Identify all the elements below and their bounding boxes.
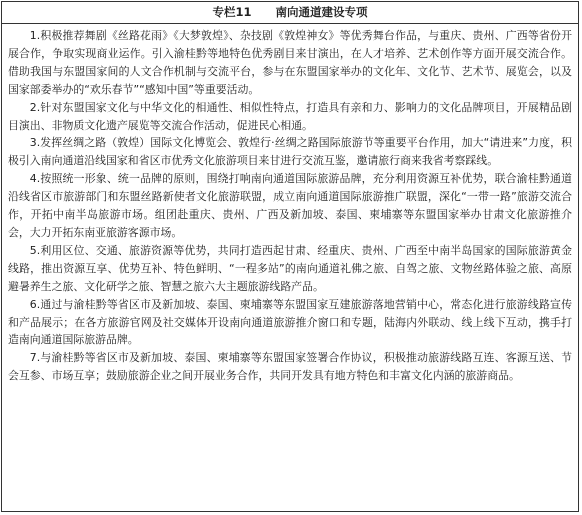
list-item: 4.按照统一形象、统一品牌的原则，围绕打响南向通道国际旅游品牌，充分利用资源互补优势，联合渝桂黔通道沿线省区市旅游部门和东盟丝路新使者文化旅游联盟，成立南向通道国际旅游推广联盟，深化“一带一路”旅游交流合作，开拓中南半岛旅游市场。组团赴重庆、贵州、广西及新加坡、泰国、柬埔寨等东盟国家举办甘肃文化旅游推介会，大力开拓东南亚旅游客源市场。 [8, 172, 572, 239]
list-item: 2.针对东盟国家文化与中华文化的相通性、相似性特点，打造具有亲和力、影响力的文化品牌项目，开展精品剧目演出、非物质文化遗产展览等交流合作活动，促进民心相通。 [8, 100, 572, 132]
list-item: 5.利用区位、交通、旅游资源等优势，共同打造西起甘肃、经重庆、贵州、广西至中南半岛国家的国际旅游黄金线路，推出资源互享、优势互补、特色鲜明、“一程多站”的南向通道礼佛之旅、自驾之旅、文物丝路体验之旅、高原避暑养生之旅、文化研学之旅、智慧之旅六大主题旅游线路产品。 [8, 243, 572, 293]
list-item: 6.通过与渝桂黔等省区市及新加坡、泰国、柬埔寨等东盟国家互建旅游落地营销中心，常态化进行旅游线路宣传和产品展示；在各方旅游官网及社交媒体开设南向通道旅游推介窗口和专题，陆海内外联动、线上线下互动，携手打造南向通道国际旅游品牌。 [8, 297, 572, 347]
list-item: 1.积极推荐舞剧《丝路花雨》《大梦敦煌》、杂技剧《敦煌神女》等优秀舞台作品，与重庆、贵州、广西等省份开展合作，争取实现商业运作。引入渝桂黔等地特色优秀剧目来甘演出，在人才培养、艺术创作等方面开展交流合作。借助我国与东盟国家间的人文合作机制与交流平台，参与在东盟国家举办的文化年、文化节、艺术节、展览会，以及国家部委举办的“欢乐春节”“感知中国”等重要活动。 [8, 29, 572, 96]
list-item: 3.发挥丝绸之路（敦煌）国际文化博览会、敦煌行·丝绸之路国际旅游节等重要平台作用，加大“请进来”力度，积极引入南向通道沿线国家和省区市优秀文化旅游项目来甘进行交流互鉴，邀请旅行商来我省考察踩线。 [8, 136, 572, 168]
column-content [2, 24, 578, 385]
column-header [2, 2, 578, 24]
column-title: 南向通道建设专项 [275, 5, 368, 19]
list-item: 7.与渝桂黔等省区市及新加坡、泰国、柬埔寨等东盟国家签署合作协议，积极推动旅游线路互连、客源互送、节会互参、市场互享；鼓励旅游企业之间开展业务合作，共同开发具有地方特色和丰富文化内涵的旅游商品。 [8, 351, 572, 383]
column-box [1, 1, 579, 512]
column-number: 专栏11 [212, 5, 252, 19]
